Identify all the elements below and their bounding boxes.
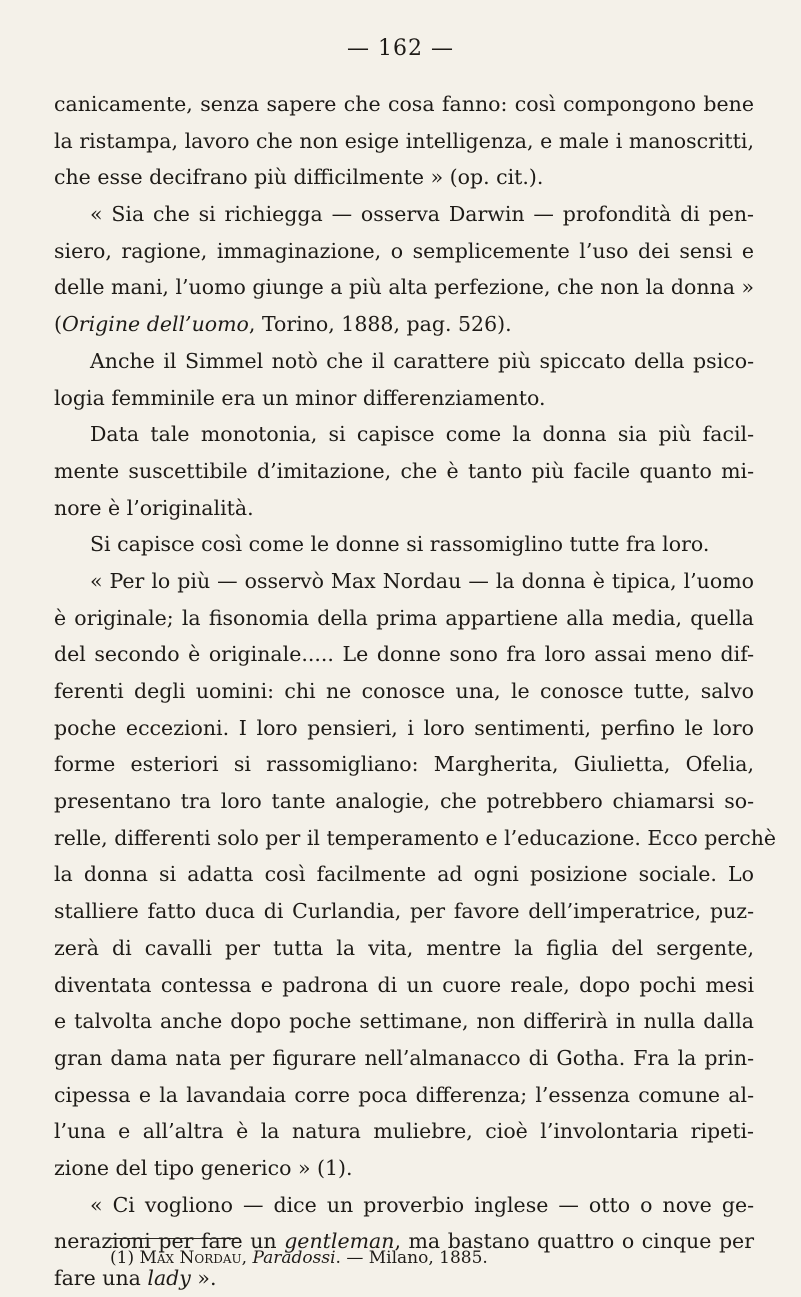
text-line: « Ci vogliono — dice un proverbio inglese — otto o nove ge- — [90, 1192, 754, 1217]
italic-term: lady — [147, 1266, 191, 1290]
text-line: Data tale monotonia, si capisce come la donna sia più facil- — [90, 422, 754, 447]
text-line: l’una e all’altra è la natura muliebre, cioè l’involontaria ripeti- — [54, 1119, 754, 1144]
text-line: zione del tipo generico » (1). — [54, 1155, 353, 1180]
text-line: è originale; la fisonomia della prima appartiene alla media, quella — [54, 605, 754, 630]
text-line: del secondo è originale..... Le donne sono fra loro assai meno dif- — [54, 642, 754, 667]
text-line: cipessa e la lavandaia corre poca differenza; l’essenza comune al- — [54, 1082, 754, 1107]
text-line: delle mani, l’uomo giunge a più alta perfezione, che non la donna » — [54, 275, 755, 300]
citation-open: ( — [54, 312, 62, 337]
text-line: mente suscettibile d’imitazione, che è tanto più facile quanto mi- — [54, 458, 754, 483]
italic-term: gentleman — [284, 1229, 395, 1254]
footnote-divider — [110, 1238, 240, 1239]
text-line: la donna si adatta così facilmente ad ogni posizione sociale. Lo — [54, 862, 754, 887]
text-line: siero, ragione, immaginazione, o semplicemente l’uso dei sensi e — [54, 238, 754, 263]
citation-rest: , Torino, 1888, pag. 526). — [248, 312, 512, 337]
text-run: fare una — [54, 1266, 148, 1290]
citation-title: Origine dell’uomo — [62, 312, 249, 337]
page-number: — 162 — — [347, 36, 454, 61]
text-line: ferenti degli uomini: chi ne conosce una, le conosce tutte, salvo — [54, 679, 754, 703]
text-line: Si capisce così come le donne si rassomiglino tutte fra loro. — [90, 532, 710, 557]
text-line: gran dama nata per figurare nell’almanacco di Gotha. Fra la prin- — [54, 1045, 754, 1070]
footnote-rest: . — Milano, 1885. — [335, 1248, 488, 1268]
text-line: la ristampa, lavoro che non esige intelligenza, e male i manoscritti, — [54, 128, 754, 153]
text-line: « Per lo più — osservò Max Nordau — la donna è tipica, l’uomo — [90, 568, 754, 593]
text-line: poche eccezioni. I loro pensieri, i loro sentimenti, perfino le loro — [54, 715, 754, 740]
text-line: che esse decifrano più difficilmente » (op. cit.). — [54, 165, 544, 190]
text-line: relle, differenti solo per il temperamento e l’educazione. Ecco perchè — [54, 825, 777, 850]
text-line — [54, 306, 754, 343]
text-line: diventata contessa e padrona di un cuore reale, dopo pochi mesi — [54, 972, 754, 997]
footnote-title: Paradossi — [252, 1248, 336, 1268]
text-line: zerà di cavalli per tutta la vita, mentre la figlia del sergente, — [54, 935, 754, 960]
text-line: forme esteriori si rassomigliano: Margherita, Giulietta, Ofelia, — [54, 752, 754, 777]
text-run: ». — [190, 1266, 217, 1290]
body-text — [54, 86, 777, 1297]
text-line: canicamente, senza sapere che cosa fanno: così compongono bene — [54, 92, 754, 116]
text-line: nore è l’originalità. — [54, 495, 254, 520]
text-run: , ma bastano quattro o cinque per — [394, 1229, 754, 1254]
text-run: nerazioni per fare un — [54, 1229, 285, 1254]
text-line: logia femminile era un minor differenziamento. — [54, 385, 546, 410]
text-line: Anche il Simmel notò che il carattere più spiccato della psico- — [90, 348, 754, 373]
footnote — [110, 1248, 488, 1268]
text-line: presentano tra loro tante analogie, che potrebbero chiamarsi so- — [54, 789, 754, 814]
footnote-author: Max Nordau — [139, 1248, 242, 1268]
footnote-marker: (1) — [110, 1248, 140, 1268]
footnote-separator: , — [241, 1248, 253, 1268]
text-line: stalliere fatto duca di Curlandia, per favore dell’imperatrice, puz- — [54, 899, 754, 924]
text-line: « Sia che si richiegga — osserva Darwin — profondità di pen- — [90, 202, 754, 227]
text-line: e talvolta anche dopo poche settimane, non differirà in nulla dalla — [54, 1009, 754, 1034]
